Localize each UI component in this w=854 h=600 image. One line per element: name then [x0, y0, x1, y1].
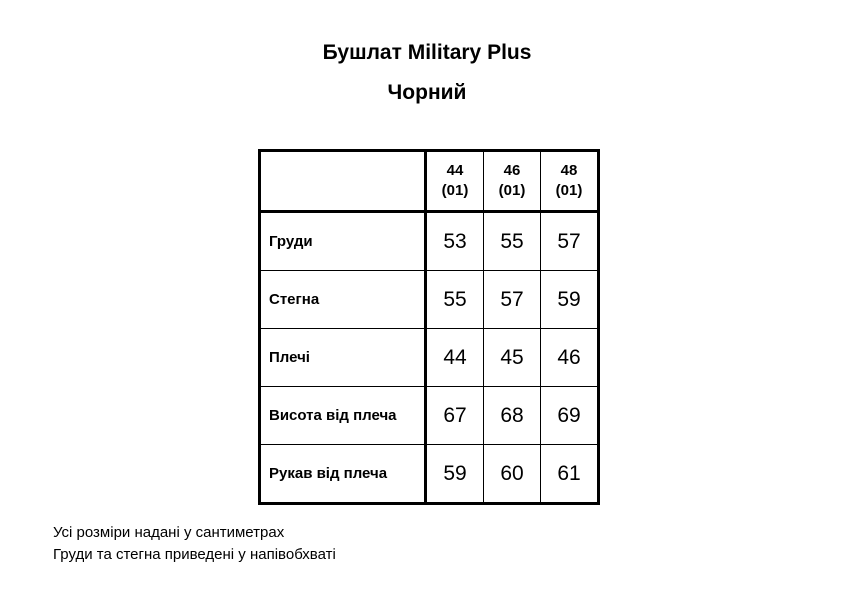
size-header-44	[426, 151, 484, 212]
measurement-note: Груди та стегна приведені у напівобхваті	[53, 546, 336, 563]
table-cell: 45	[484, 329, 541, 387]
size-number: 46	[503, 162, 521, 179]
size-header-row	[260, 151, 599, 212]
row-label-hips: Стегна	[260, 271, 426, 329]
table-cell: 57	[484, 271, 541, 329]
size-header-46	[484, 151, 541, 212]
table-cell: 46	[541, 329, 599, 387]
table-cell: 69	[541, 387, 599, 445]
table-cell: 55	[484, 212, 541, 271]
table-cell: 53	[426, 212, 484, 271]
table-row	[260, 212, 599, 271]
table-row	[260, 387, 599, 445]
size-table	[258, 149, 600, 505]
row-label-length: Висота від плеча	[260, 387, 426, 445]
size-number: 44	[446, 162, 464, 179]
table-cell: 60	[484, 445, 541, 504]
table-cell: 44	[426, 329, 484, 387]
table-cell: 57	[541, 212, 599, 271]
table-cell: 59	[541, 271, 599, 329]
corner-cell	[260, 151, 426, 212]
table-row	[260, 271, 599, 329]
table-cell: 61	[541, 445, 599, 504]
size-code: (01)	[498, 182, 526, 199]
table-cell: 68	[484, 387, 541, 445]
units-note: Усі розміри надані у сантиметрах	[53, 524, 285, 541]
row-label-shoulders: Плечі	[260, 329, 426, 387]
row-label-chest: Груди	[260, 212, 426, 271]
color-subtitle: Чорний	[387, 81, 467, 104]
row-label-sleeve: Рукав від плеча	[260, 445, 426, 504]
table-cell: 59	[426, 445, 484, 504]
size-header-48	[541, 151, 599, 212]
size-number: 48	[560, 162, 578, 179]
table-row	[260, 329, 599, 387]
table-row	[260, 445, 599, 504]
size-code: (01)	[555, 182, 583, 199]
document-title: Бушлат Military Plus	[322, 41, 532, 64]
table-cell: 67	[426, 387, 484, 445]
size-code: (01)	[441, 182, 469, 199]
table-cell: 55	[426, 271, 484, 329]
